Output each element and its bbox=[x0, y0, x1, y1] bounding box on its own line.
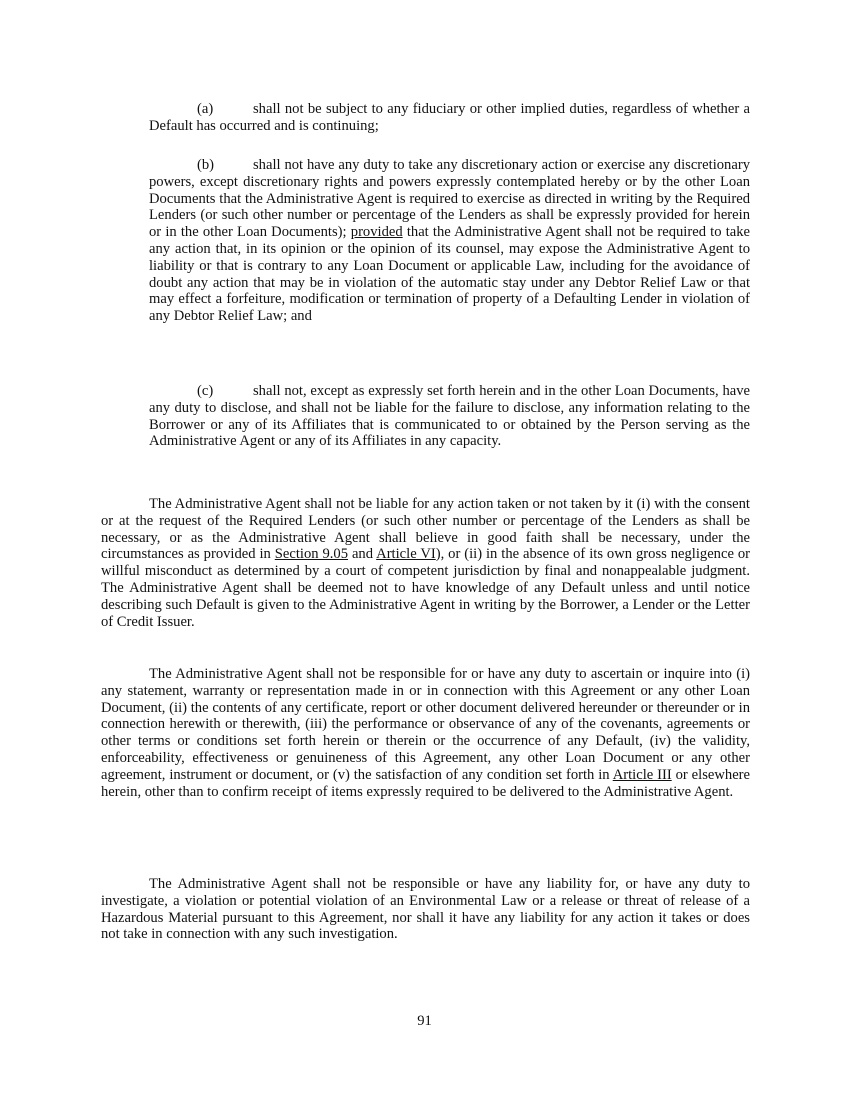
clause-c-label: (c) bbox=[197, 383, 214, 399]
clause-c-text: shall not, except as expressly set forth herein and in the other Loan Documents, have any duty to disclose, and shall not be liable for the failure to disclose, any information relating to the Borrower or any of its Affiliates that is communicated to or obtained by the Person serving as the Administrative Agent or any of its Affiliates in any capacity. bbox=[149, 383, 750, 450]
clause-a bbox=[149, 101, 750, 135]
paragraph-environmental bbox=[101, 876, 750, 943]
paragraph-liability-text-1: The Administrative Agent shall not be liable for any action taken or not taken by it (i) with the consent or at the request of the Required Lenders (or such other number or percentage of the Lenders as shall be necessary, or as the Administrative Agent shall believe in good faith shall be necessary, under the circumstances as provided in bbox=[101, 496, 750, 563]
paragraph-liability bbox=[101, 496, 750, 630]
clause-b bbox=[149, 157, 750, 325]
page-number: 91 bbox=[417, 1013, 432, 1029]
paragraph-liability-text-2: ), or (ii) in the absence of its own gross negligence or willful misconduct as determined by a court of competent jurisdiction by final and nonappealable judgment. The Administrative Agent shall be deemed not to have knowledge of any Default unless and until notice describing such Default is given to the Administrative Agent in writing by the Borrower, a Lender or the Letter of Credit Issuer. bbox=[101, 546, 751, 630]
clause-a-label: (a) bbox=[197, 101, 214, 117]
clause-b-text-2: that the Administrative Agent shall not be required to take any action that, in its opinion or the opinion of its counsel, may expose the Administrative Agent to liability or that is contrary to any Loan Document or applicable Law, including for the avoidance of doubt any action that may be in violation of the automatic stay under any Debtor Relief Law or that may effect a forfeiture, modification or termination of property of a Defaulting Lender in violation of any Debtor Relief Law; and bbox=[149, 224, 751, 325]
clause-a-text: shall not be subject to any fiduciary or other implied duties, regardless of whether a Default has occurred and is continuing; bbox=[149, 101, 750, 134]
clause-b-text-1: shall not have any duty to take any discretionary action or exercise any discretionary powers, except discretionary rights and powers expressly contemplated hereby or by the other Loan Documents that the Administrative Agent is required to exercise as directed in writing by the Required Lenders (or such other number or percentage of the Lenders as shall be expressly provided for herein or in the other Loan Documents); bbox=[149, 157, 750, 241]
paragraph-responsibility-text-1: The Administrative Agent shall not be responsible for or have any duty to ascertain or inquire into (i) any statement, warranty or representation made in or in connection with this Agreement or any other Loan Document, (ii) the contents of any certificate, report or other document delivered hereunder or thereunder or in connection herewith or therewith, (iii) the performance or observance of any of the covenants, agreements or other terms or conditions set forth herein or therein or the occurrence of any Default, (iv) the validity, enforceability, effectiveness or genuineness of this Agreement, any other Loan Document or any other agreement, instrument or document, or (v) the satisfaction of any condition set forth in bbox=[101, 666, 750, 783]
section-9-05-link[interactable]: Section 9.05 bbox=[274, 546, 349, 563]
paragraph-responsibility bbox=[101, 666, 750, 800]
article-iii-link[interactable]: Article III bbox=[612, 766, 672, 783]
clause-b-label: (b) bbox=[197, 157, 215, 173]
clause-c bbox=[149, 383, 750, 450]
paragraph-liability-and: and bbox=[351, 546, 374, 563]
provided-term: provided bbox=[350, 224, 403, 241]
paragraph-environmental-text: The Administrative Agent shall not be responsible or have any liability for, or have any duty to investigate, a violation or potential violation of an Environmental Law or a release or threat of release of a Hazardous Material pursuant to this Agreement, nor shall it have any liability for any action it takes or does not take in connection with any such investigation. bbox=[101, 876, 750, 943]
article-vi-link[interactable]: Article VI bbox=[376, 546, 436, 563]
paragraph-responsibility-text-2: or elsewhere herein, other than to confirm receipt of items expressly required to be delivered to the Administrative Agent. bbox=[101, 766, 751, 800]
